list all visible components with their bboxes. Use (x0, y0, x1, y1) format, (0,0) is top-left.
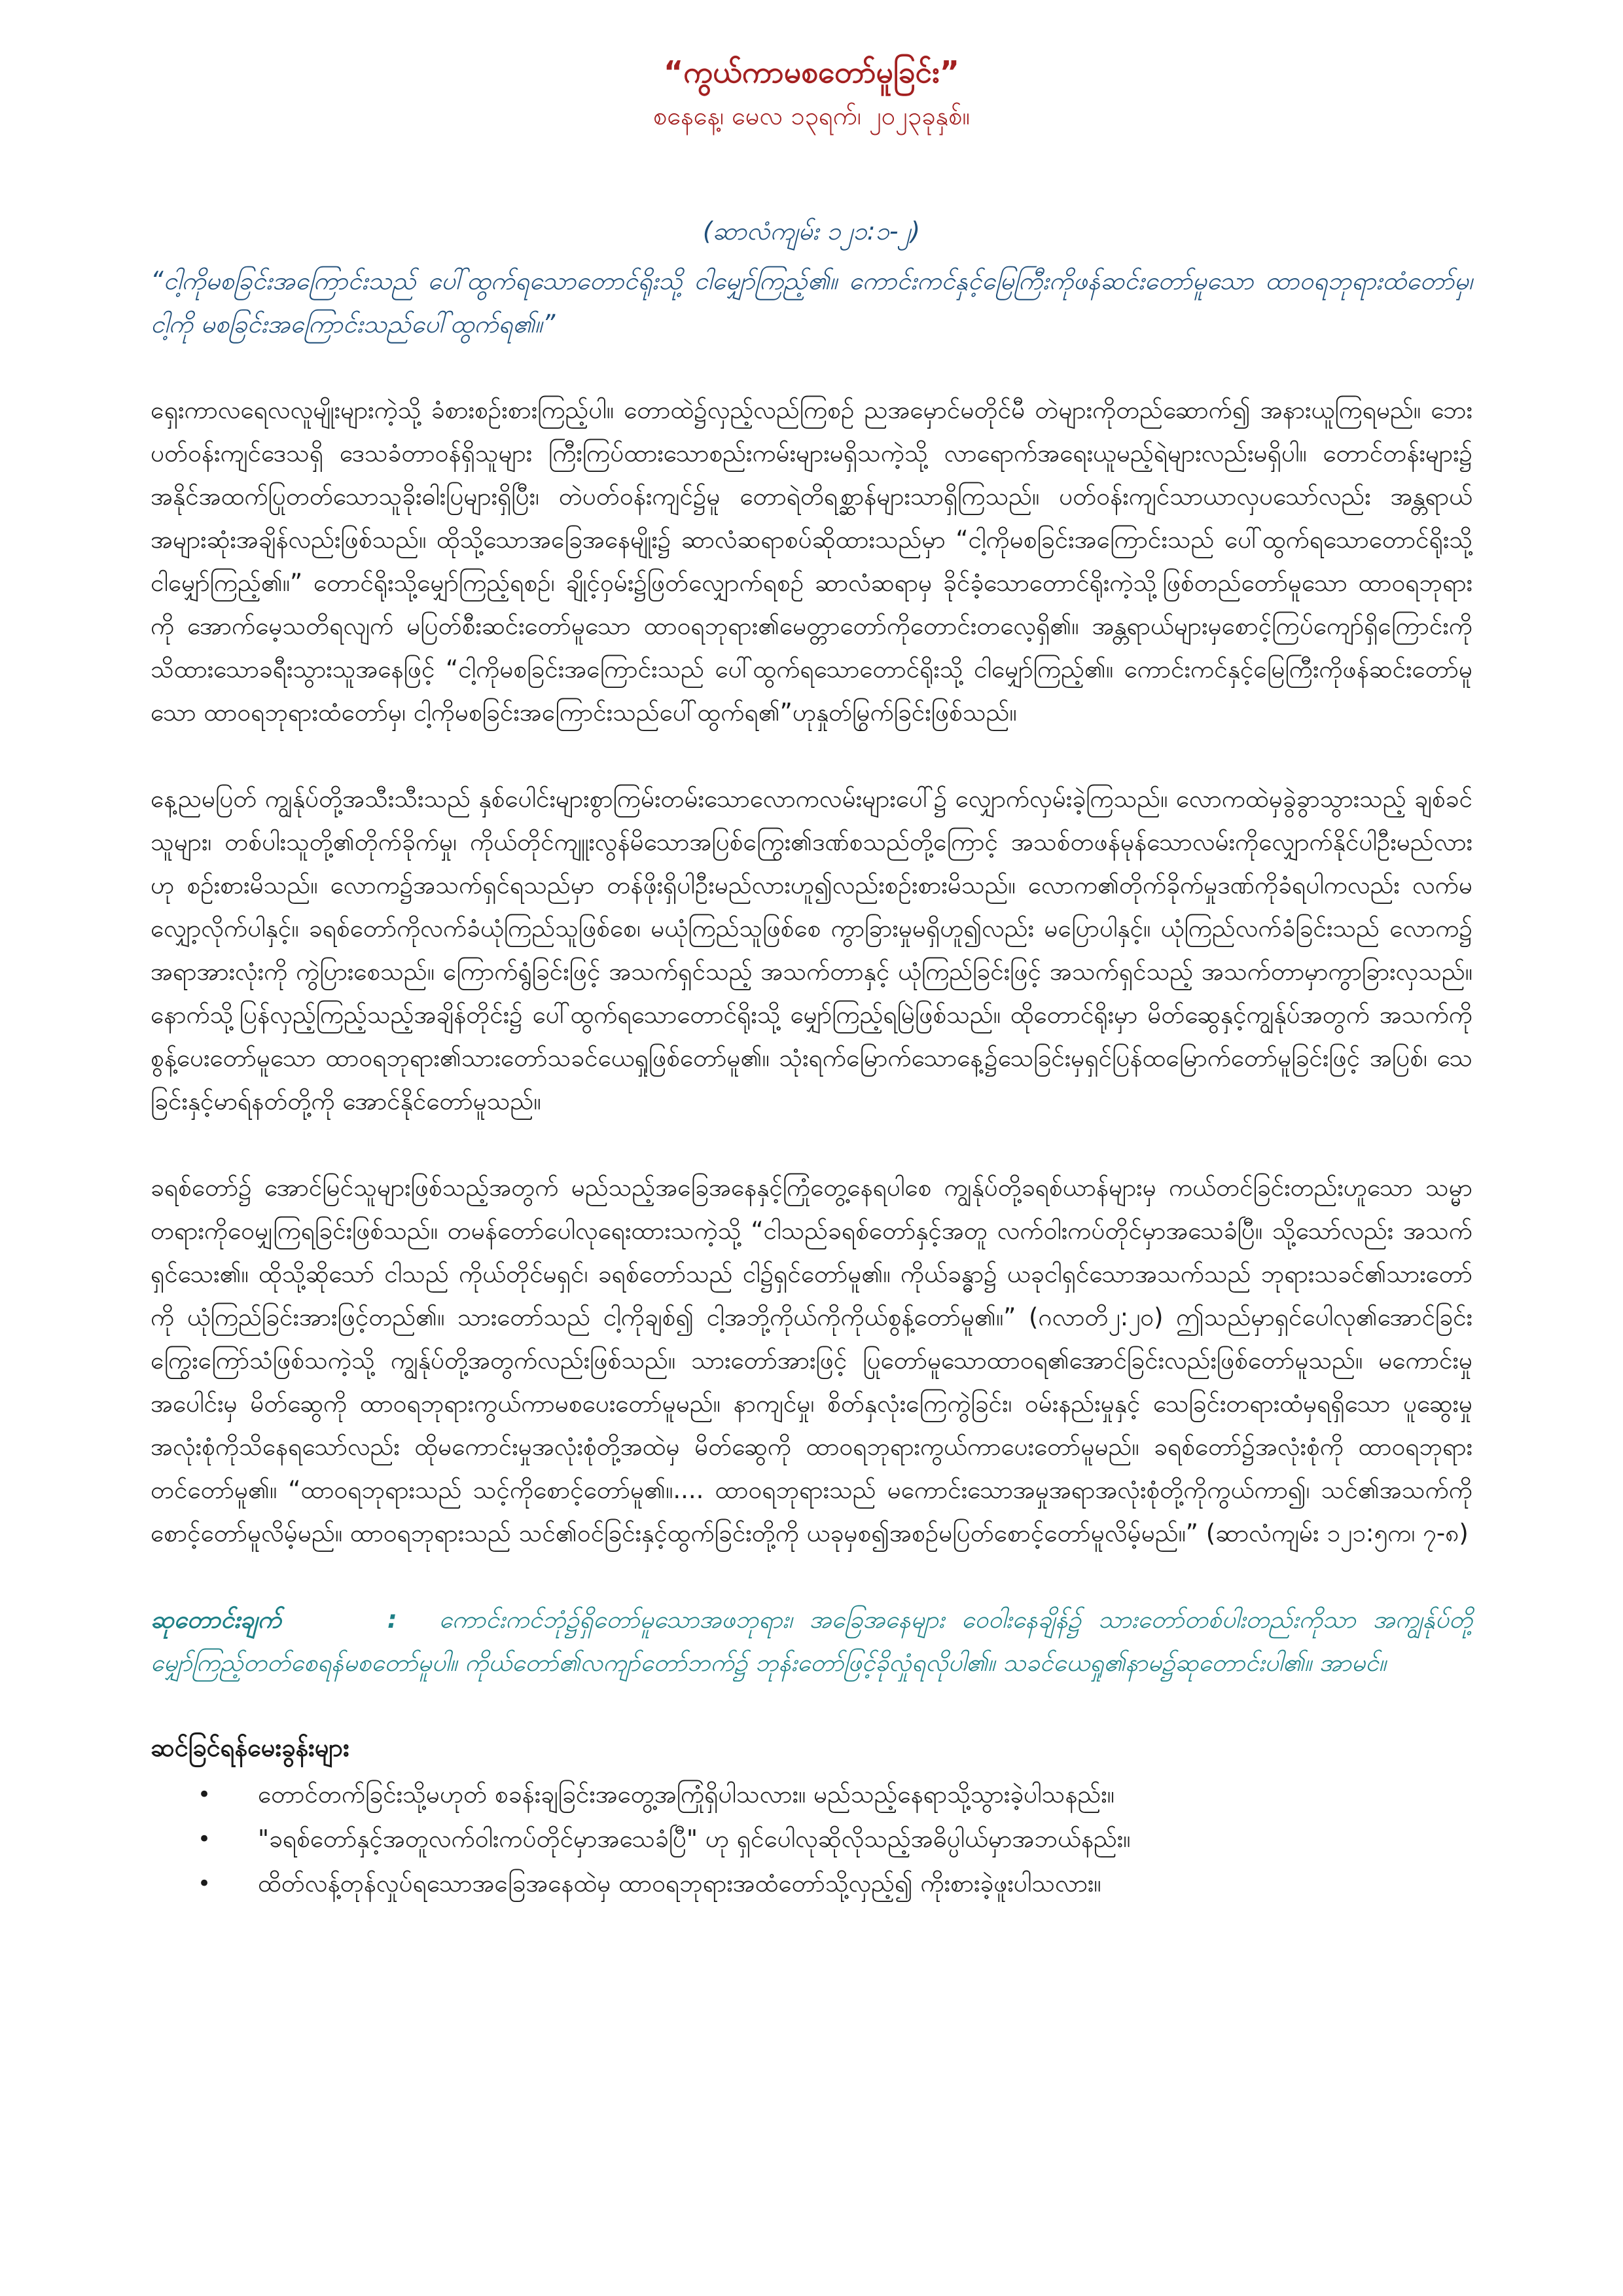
bullet-icon: • (198, 1826, 211, 1852)
prayer-label-text: ဆုတောင်းချက် (151, 1605, 281, 1634)
question-text: "ခရစ်တော်နှင့်အတူလက်ဝါးကပ်တိုင်မှာအသေခံပြီ" ဟု ရှင်ပေါလုဆိုလိုသည့်အဓိပ္ပါယ်မှာအဘယ်နည်း။ (258, 1825, 1131, 1853)
questions-list (151, 1774, 1472, 1905)
bullet-icon: • (198, 1782, 211, 1808)
body-paragraph-1: ရှေးကာလရေလလူမျိုးများကဲ့သို့ ခံစားစဉ်းစားကြည့်ပါ။ တောထဲ၌လှည့်လည်ကြစဉ် ညအမှောင်မတိုင်မီ တဲများကိုတည်ဆောက်၍ အနားယူကြရမည်။ ဘေးပတ်ဝန်းကျင်ဒေသရှိ ဒေသခံတာဝန်ရှိသူများ ကြီးကြပ်ထားသောစည်းကမ်းများမရှိသကဲ့သို့ လာရောက်အရေးယူမည့်ရဲများလည်းမရှိပါ။ တောင်တန်းများ၌ အနိုင်အထက်ပြုတတ်သောသူခိုးဓါးပြများရှိပြီး၊ တဲပတ်ဝန်းကျင်၌မူ တောရဲတိရစ္ဆာန်များသာရှိကြသည်။ ပတ်ဝန်းကျင်သာယာလှပသော်လည်း အန္တရာယ်အများဆုံးအချိန်လည်းဖြစ်သည်။ ထိုသို့သောအခြေအနေမျိုး၌ ဆာလံဆရာစပ်ဆိုထားသည်မှာ “ငါ့ကိုမစခြင်းအကြောင်းသည် ပေါ်ထွက်ရသောတောင်ရိုးသို့ ငါမျှော်ကြည့်၏။” တောင်ရိုးသို့မျှော်ကြည့်ရစဉ်၊ ချိုင့်ဝှမ်း၌ဖြတ်လျှောက်ရစဉ် ဆာလံဆရာမှ ခိုင်ခံ့သောတောင်ရိုးကဲ့သို့ဖြစ်တည်တော်မူသော ထာဝရဘုရားကို အောက်မေ့သတိရလျက် မပြတ်စီးဆင်းတော်မူသော ထာဝရဘုရား၏မေတ္တာတော်ကိုတောင်းတလေ့ရှိ၏။ အန္တရာယ်များမှစောင့်ကြပ်ကျော်ရှိကြောင်းကို သိထားသောခရီးသွားသူအနေဖြင့် “ငါ့ကိုမစခြင်းအကြောင်းသည် ပေါ်ထွက်ရသောတောင်ရိုးသို့ ငါမျှော်ကြည့်၏။ ကောင်းကင်နှင့်မြေကြီးကိုဖန်ဆင်းတော်မူသော ထာဝရဘုရားထံတော်မှ၊ ငါ့ကိုမစခြင်းအကြောင်းသည်ပေါ်ထွက်ရ၏”ဟုနှုတ်မြွက်ခြင်းဖြစ်သည်။ (151, 396, 1472, 726)
questions-heading: ဆင်ခြင်ရန်မေးခွန်းများ (151, 1733, 349, 1762)
bullet-icon: • (198, 1871, 211, 1897)
list-item (198, 1818, 1472, 1860)
prayer-label (151, 1605, 397, 1634)
prayer-label-separator: : (387, 1605, 397, 1634)
scripture-reference: (ဆာလံကျမ်း ၁၂၁:၁-၂) (702, 217, 921, 245)
prayer-section (151, 1598, 1472, 1685)
page-date: စနေနေ့၊ မေလ ၁၃ရက်၊ ၂၀၂၃ခုနှစ်။ (653, 101, 970, 130)
body-paragraph-2: နေ့ညမပြတ် ကျွန်ုပ်တို့အသီးသီးသည် နှစ်ပေါင်းများစွာကြမ်းတမ်းသောလောကလမ်းများပေါ်၌ လျှောက်လှမ်းခဲ့ကြသည်။ လောကထဲမှခွဲခွာသွားသည့် ချစ်ခင်သူများ၊ တစ်ပါးသူတို့၏တိုက်ခိုက်မှု၊ ကိုယ်တိုင်ကျူးလွန်မိသောအပြစ်ကြွေး၏ဒဏ်စသည်တို့ကြောင့် အသစ်တဖန်မုန်သောလမ်းကိုလျှောက်နိုင်ပါဦးမည်လားဟု စဉ်းစားမိသည်။ လောက၌အသက်ရှင်ရသည်မှာ တန်ဖိုးရှိပါဦးမည်လားဟူ၍လည်းစဉ်းစားမိသည်။ လောက၏တိုက်ခိုက်မှုဒဏ်ကိုခံရပါကလည်း လက်မလျှော့လိုက်ပါနှင့်။ ခရစ်တော်ကိုလက်ခံယုံကြည်သူဖြစ်စေ၊ မယုံကြည်သူဖြစ်စေ ကွာခြားမှုမရှိဟူ၍လည်း မပြောပါနှင့်။ ယုံကြည်လက်ခံခြင်းသည် လောက၌ အရာအားလုံးကို ကွဲပြားစေသည်။ ကြောက်ရွံခြင်းဖြင့် အသက်ရှင်သည့် အသက်တာနှင့် ယုံကြည်ခြင်းဖြင့် အသက်ရှင်သည့် အသက်တာမှာကွာခြားလှသည်။ နောက်သို့ပြန်လှည့်ကြည့်သည့်အချိန်တိုင်း၌ ပေါ်ထွက်ရသောတောင်ရိုးသို့ မျှော်ကြည့်ရမြဲဖြစ်သည်။ ထိုတောင်ရိုးမှာ မိတ်ဆွေနှင့်ကျွန်ုပ်အတွက် အသက်ကိုစွန့်ပေးတော်မူသော ထာဝရဘုရား၏သားတော်သခင်ယေရှုဖြစ်တော်မူ၏။ သုံးရက်မြောက်သောနေ့၌သေခြင်းမှရှင်ပြန်ထမြောက်တော်မူခြင်းဖြင့် အပြစ်၊ သေခြင်းနှင့်မာရ်နတ်တို့ကို အောင်နိုင်တော်မူသည်။ (151, 785, 1472, 1115)
page-title: “ကွယ်ကာမစတော်မူခြင်း” (664, 54, 959, 90)
body-paragraph-3: ခရစ်တော်၌ အောင်မြင်သူများဖြစ်သည့်အတွက် မည်သည့်အခြေအနေနှင့်ကြုံတွေ့နေရပါစေ ကျွန်ုပ်တို့ခရစ်ယာန်များမှ ကယ်တင်ခြင်းတည်းဟူသော သမ္မာတရားကိုဝေမျှကြရခြင်းဖြစ်သည်။ တမန်တော်ပေါလုရေးထားသကဲ့သို့ “ငါသည်ခရစ်တော်နှင့်အတူ လက်ဝါးကပ်တိုင်မှာအသေခံပြီ။ သို့သော်လည်း အသက်ရှင်သေး၏။ ထိုသို့ဆိုသော် ငါသည် ကိုယ်တိုင်မရှင်၊ ခရစ်တော်သည် ငါ၌ရှင်တော်မူ၏။ ကိုယ်ခန္ဓာ၌ ယခုငါရှင်သောအသက်သည် ဘုရားသခင်၏သားတော်ကို ယုံကြည်ခြင်းအားဖြင့်တည်၏။ သားတော်သည် ငါ့ကိုချစ်၍ ငါ့အဘို့ကိုယ်ကိုကိုယ်စွန့်တော်မူ၏။” (ဂလာတိ၂:၂၀) ဤသည်မှာရှင်ပေါလု၏အောင်ခြင်းကြွေးကြော်သံဖြစ်သကဲ့သို့ ကျွန်ုပ်တို့အတွက်လည်းဖြစ်သည်။ သားတော်အားဖြင့် ပြုတော်မူသောထာဝရ၏အောင်ခြင်းလည်းဖြစ်တော်မူသည်။ မကောင်းမှုအပေါင်းမှ မိတ်ဆွေကို ထာဝရဘုရားကွယ်ကာမစပေးတော်မူမည်။ နာကျင်မှု၊ စိတ်နှလုံးကြေကွဲခြင်း၊ ဝမ်းနည်းမှုနှင့် သေခြင်းတရားထံမှရရှိသော ပူဆွေးမှုအလုံးစုံကိုသိနေရသော်လည်း ထိုမကောင်းမှုအလုံးစုံတို့အထဲမှ မိတ်ဆွေကို ထာဝရဘုရားကွယ်ကာပေးတော်မူမည်။ ခရစ်တော်၌အလုံးစုံကို ထာဝရဘုရားတင်တော်မူ၏။ “ထာဝရဘုရားသည် သင့်ကိုစောင့်တော်မူ၏။.... ထာဝရဘုရားသည် မကောင်းသောအမှုအရာအလုံးစုံတို့ကိုကွယ်ကာ၍၊ သင်၏အသက်ကိုစောင့်တော်မူလိမ့်မည်။ ထာဝရဘုရားသည် သင်၏ဝင်ခြင်းနှင့်ထွက်ခြင်းတို့ကို ယခုမှစ၍အစဉ်မပြတ်စောင့်တော်မူလိမ့်မည်။” (ဆာလံကျမ်း ၁၂၁:၅က၊ ၇-၈) (151, 1174, 1472, 1547)
prayer-text: ကောင်းကင်ဘုံ၌ရှိတော်မူသောအဖဘုရား၊ အခြေအနေများ ဝေဝါးနေချိန်၌ သားတော်တစ်ပါးတည်းကိုသာ အကျွန်ုပ်တို့မျှော်ကြည့်တတ်စေရန်မစတော်မူပါ။ ကိုယ်တော်၏လကျာ်တော်ဘက်၌ ဘုန်းတော်ဖြင့်ခိုလှုံရလိုပါ၏။ သခင်ယေရှု၏နာမ၌ဆုတောင်းပါ၏။ အာမင်။ (151, 1605, 1472, 1677)
list-item (198, 1863, 1472, 1905)
question-text: ထိတ်လန့်တုန်လှုပ်ရသောအခြေအနေထဲမှ ထာဝရဘုရားအထံတော်သို့လှည့်၍ ကိုးစားခဲ့ဖူးပါသလား။ (258, 1869, 1101, 1897)
scripture-verse: “ငါ့ကိုမစခြင်းအကြောင်းသည် ပေါ်ထွက်ရသောတောင်ရိုးသို့ ငါမျှော်ကြည့်၏။ ကောင်းကင်နှင့်မြေကြီးကိုဖန်ဆင်းတော်မူသော ထာဝရဘုရားထံတော်မှ၊ ငါ့ကို မစခြင်းအကြောင်းသည်ပေါ်ထွက်ရ၏။” (151, 266, 1472, 338)
question-text: တောင်တက်ခြင်းသို့မဟုတ် စခန်းချခြင်းအတွေ့အကြုံရှိပါသလား။ မည်သည့်နေရာသို့သွားခဲ့ပါသနည်း။ (258, 1780, 1115, 1808)
list-item (198, 1774, 1472, 1816)
